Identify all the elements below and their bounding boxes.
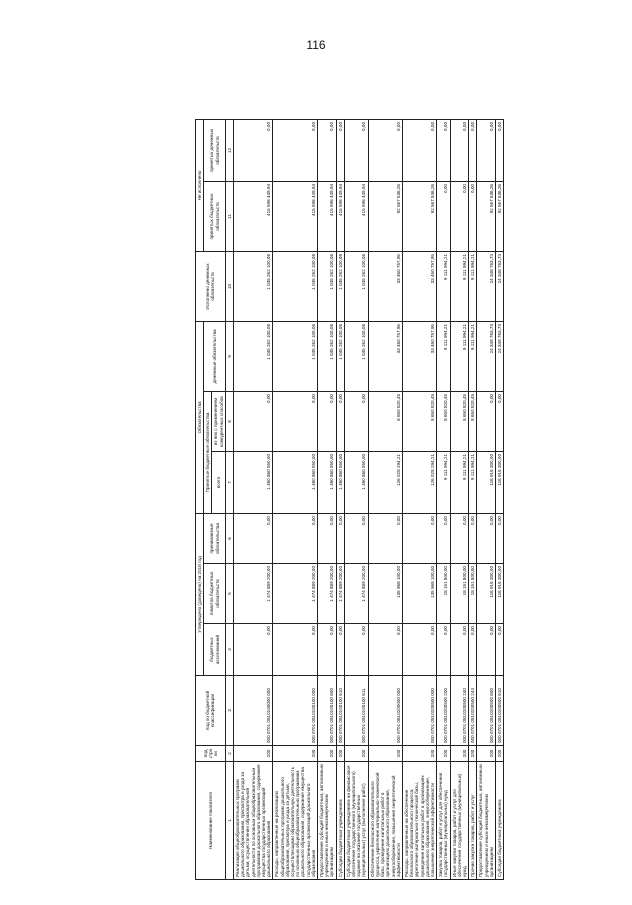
col-number: 4 bbox=[225, 624, 233, 676]
table-cell-c8: 8 650 820,45 bbox=[437, 392, 450, 452]
table-cell-c11: 415 598 449,94 bbox=[344, 182, 368, 252]
col-number: 12 bbox=[225, 119, 233, 181]
table-cell-c8: 0,00 bbox=[318, 392, 337, 452]
table-cell-c6: 0,00 bbox=[368, 514, 402, 564]
table-cell-c12: 0,00 bbox=[450, 119, 469, 181]
table-cell-c11: 0,00 bbox=[437, 182, 450, 252]
table-cell-code: 200 bbox=[477, 746, 496, 762]
table-cell-c5: 1 474 889 200,00 bbox=[344, 564, 368, 624]
table-cell-c11: 415 598 449,94 bbox=[336, 182, 344, 252]
table-cell-c8: 8 650 820,45 bbox=[450, 392, 469, 452]
table-cell-c9: 1 045 262 100,06 bbox=[234, 322, 273, 392]
col-number: 1 bbox=[225, 762, 233, 880]
table-cell-c8: 8 650 820,45 bbox=[469, 392, 477, 452]
header-monetary: денежные обязательства bbox=[204, 322, 226, 392]
table-cell-c11: 92 567 536,26 bbox=[495, 182, 503, 252]
table-cell-c10: 1 045 262 100,06 bbox=[336, 252, 344, 322]
table-row bbox=[477, 119, 496, 879]
table-cell-c6: 0,00 bbox=[469, 514, 477, 564]
table-cell-c10: 24 348 763,74 bbox=[495, 252, 503, 322]
table-cell-code: 200 bbox=[450, 746, 469, 762]
col-number: 3 bbox=[225, 676, 233, 746]
table-row bbox=[402, 119, 436, 879]
table-cell-c6: 0,00 bbox=[437, 514, 450, 564]
table-cell-c4: 0,00 bbox=[495, 624, 503, 676]
table-cell-c8: 8 650 820,45 bbox=[402, 392, 436, 452]
header-approved: Утверждено (доведено) на 2018 год bbox=[196, 514, 204, 676]
table-cell-c6: 0,00 bbox=[450, 514, 469, 564]
table-cell-code: 200 bbox=[402, 746, 436, 762]
table-cell-c5: 18 151 800,00 bbox=[437, 564, 450, 624]
table-cell-c7: 1 460 860 550,00 bbox=[336, 452, 344, 514]
header-code-row: Код строки bbox=[196, 746, 226, 762]
table-cell-kbk: 000 0701 0810100100 000 bbox=[273, 676, 318, 746]
table-cell-c7: 1 460 860 550,00 bbox=[318, 452, 337, 514]
table-cell-code: 200 bbox=[234, 746, 273, 762]
table-cell-kbk: 000 0701 0810200500 610 bbox=[495, 676, 503, 746]
table-cell-c12: 0,00 bbox=[318, 119, 337, 181]
col-number: 8 bbox=[225, 392, 233, 452]
table-cell-c6: 0,00 bbox=[402, 514, 436, 564]
table-cell-c4: 0,00 bbox=[318, 624, 337, 676]
table-cell-c11: 415 598 449,94 bbox=[234, 182, 273, 252]
table-cell-c4: 0,00 bbox=[336, 624, 344, 676]
header-budget-alloc: бюджетных ассигнований bbox=[204, 624, 226, 676]
table-cell-kbk: 000 0701 0810200500 244 bbox=[469, 676, 477, 746]
page-number: 116 bbox=[306, 38, 326, 52]
table-cell-c7: 1 460 860 550,00 bbox=[273, 452, 318, 514]
col-number: 6 bbox=[225, 514, 233, 564]
table-body bbox=[234, 119, 504, 879]
table-cell-code: 200 bbox=[437, 746, 450, 762]
table-cell-c11: 415 598 449,94 bbox=[318, 182, 337, 252]
table-cell-c9: 33 460 757,95 bbox=[368, 322, 402, 392]
table-cell-name: Субсидии бюджетным учреждениям bbox=[336, 762, 344, 880]
table-cell-c8: 0,00 bbox=[234, 392, 273, 452]
col-number: 10 bbox=[225, 252, 233, 322]
table-row bbox=[344, 119, 368, 879]
table-cell-c7: 9 111 994,21 bbox=[450, 452, 469, 514]
table-cell-c6: 0,00 bbox=[477, 514, 496, 564]
table-cell-c9: 1 045 262 100,06 bbox=[344, 322, 368, 392]
table-cell-kbk: 000 0701 0810200500 200 bbox=[437, 676, 450, 746]
table-cell-code: 200 bbox=[336, 746, 344, 762]
table-cell-c4: 0,00 bbox=[273, 624, 318, 676]
table-cell-c5: 116 916 300,00 bbox=[477, 564, 496, 624]
table-cell-c12: 0,00 bbox=[402, 119, 436, 181]
table-row bbox=[469, 119, 477, 879]
table-cell-c11: 92 567 536,26 bbox=[368, 182, 402, 252]
header-not-exec-monetary: принятых денежных обязательств bbox=[204, 119, 226, 181]
header-not-executed: Не исполнено bbox=[196, 119, 204, 251]
table-cell-c7: 9 111 994,21 bbox=[469, 452, 477, 514]
table-cell-c12: 0,00 bbox=[273, 119, 318, 181]
header-accepted: принимаемые обязательства bbox=[204, 514, 226, 564]
table-cell-code: 200 bbox=[495, 746, 503, 762]
table-cell-name: Субсидии бюджетным учреждениям bbox=[495, 762, 503, 880]
table-cell-kbk: 000 0701 0810200500 600 bbox=[477, 676, 496, 746]
table-cell-c10: 1 045 262 100,06 bbox=[273, 252, 318, 322]
table-cell-c9: 1 045 262 100,06 bbox=[318, 322, 337, 392]
header-not-exec-budget: принятых бюджетных обязательств bbox=[204, 182, 226, 252]
header-competitive: из них с применением конкурентных способов bbox=[212, 392, 225, 452]
col-number: 11 bbox=[225, 182, 233, 252]
table-cell-code: 200 bbox=[368, 746, 402, 762]
table-cell-c5: 18 151 800,00 bbox=[450, 564, 469, 624]
table-cell-c9: 33 460 757,95 bbox=[402, 322, 436, 392]
table-cell-c10: 33 460 757,95 bbox=[402, 252, 436, 322]
table-cell-c7: 1 460 860 550,00 bbox=[234, 452, 273, 514]
table-cell-c6: 0,00 bbox=[336, 514, 344, 564]
table-cell-c7: 116 916 300,00 bbox=[495, 452, 503, 514]
table-cell-c5: 1 474 889 200,00 bbox=[318, 564, 337, 624]
table-cell-name: Обеспечение безопасного образовательного процесса, укрепление материально-технической базы, проведение капитальных работ в организациях дошкольного образования, энергосбережение, повышение энергетической эффективности bbox=[368, 762, 402, 880]
table-cell-name: Предоставление субсидий бюджетным, автономным учреждениям и иным некоммерческим организациям bbox=[477, 762, 496, 880]
table-cell-name: Расходы, направленные на реализацию общеобразовательных программ дошкольного образования, присмотра и ухода за детьми, осуществляющими образовательную деятельность по основным общеобразовательным программам дошкольного образования, содержание имущества государственных организаций дошкольного образования bbox=[273, 762, 318, 880]
header-accepted-budget: Принятые бюджетные обязательства bbox=[204, 392, 212, 514]
table-cell-c12: 0,00 bbox=[336, 119, 344, 181]
table-cell-c11: 415 598 449,94 bbox=[273, 182, 318, 252]
table-cell-c6: 0,00 bbox=[344, 514, 368, 564]
table-cell-c8: 8 650 820,45 bbox=[368, 392, 402, 452]
table-cell-c9: 24 348 763,74 bbox=[495, 322, 503, 392]
table-cell-kbk: 000 0701 0810200500 240 bbox=[450, 676, 469, 746]
table-row bbox=[495, 119, 503, 879]
table-cell-c5: 1 474 889 200,00 bbox=[336, 564, 344, 624]
table-cell-name: Субсидии бюджетным учреждениям на финансовое обеспечение государственного (муниципального) задания на оказание государственных (муниципальных) услуг (выполнение работ) bbox=[344, 762, 368, 880]
table-cell-c4: 0,00 bbox=[344, 624, 368, 676]
table-cell-kbk: 000 0701 0810100100 610 bbox=[336, 676, 344, 746]
table-cell-c12: 0,00 bbox=[469, 119, 477, 181]
table-cell-c8: 0,00 bbox=[336, 392, 344, 452]
table-cell-c12: 0,00 bbox=[437, 119, 450, 181]
table-cell-c9: 9 111 994,21 bbox=[437, 322, 450, 392]
table-cell-name: Закупка товаров, работ и услуг для обеспечения государственных (муниципальных) нужд bbox=[437, 762, 450, 880]
table-cell-c4: 0,00 bbox=[450, 624, 469, 676]
table-cell-c8: 0,00 bbox=[273, 392, 318, 452]
header-name: Наименование показателя bbox=[196, 762, 226, 880]
table-cell-c11: 0,00 bbox=[469, 182, 477, 252]
table-cell-c8: 0,00 bbox=[344, 392, 368, 452]
table-cell-c10: 9 111 994,21 bbox=[450, 252, 469, 322]
table-cell-name: Расходы, направленные на обеспечение безопасного образовательного процесса, укрепление материально-технической базы, проведение капитальных работ в организациях дошкольного образования, энергосбережение, повышение энергетической эффективности bbox=[402, 762, 436, 880]
table-cell-c9: 1 045 262 100,06 bbox=[336, 322, 344, 392]
table-cell-code: 200 bbox=[344, 746, 368, 762]
header-total: всего bbox=[212, 452, 225, 514]
table-cell-c7: 9 111 994,21 bbox=[437, 452, 450, 514]
table-row bbox=[336, 119, 344, 879]
table-cell-c10: 1 045 262 100,06 bbox=[234, 252, 273, 322]
table-cell-c10: 9 111 994,21 bbox=[469, 252, 477, 322]
header-budget-code: Код по бюджетной классификации bbox=[196, 676, 226, 746]
table-cell-c11: 92 567 536,26 bbox=[402, 182, 436, 252]
table-cell-c9: 1 045 262 100,06 bbox=[273, 322, 318, 392]
col-number: 2 bbox=[225, 746, 233, 762]
header-limits: лимитов бюджетных обязательств bbox=[204, 564, 226, 624]
table-cell-c11: 0,00 bbox=[450, 182, 469, 252]
col-number: 9 bbox=[225, 322, 233, 392]
table-cell-c4: 0,00 bbox=[469, 624, 477, 676]
table-cell-c5: 1 474 889 200,00 bbox=[234, 564, 273, 624]
table-cell-c4: 0,00 bbox=[234, 624, 273, 676]
table-cell-c7: 116 916 300,00 bbox=[477, 452, 496, 514]
table-cell-code: 200 bbox=[469, 746, 477, 762]
table-cell-c10: 9 111 994,21 bbox=[437, 252, 450, 322]
table-cell-c9: 9 111 994,21 bbox=[450, 322, 469, 392]
table-row bbox=[437, 119, 450, 879]
table-cell-c10: 1 045 262 100,06 bbox=[344, 252, 368, 322]
table-row bbox=[318, 119, 337, 879]
table-cell-c6: 0,00 bbox=[234, 514, 273, 564]
col-number: 7 bbox=[225, 452, 233, 514]
table-cell-c9: 9 111 994,21 bbox=[469, 322, 477, 392]
table-row bbox=[450, 119, 469, 879]
table-cell-c6: 0,00 bbox=[318, 514, 337, 564]
table-cell-c10: 33 460 757,95 bbox=[368, 252, 402, 322]
table-cell-c4: 0,00 bbox=[402, 624, 436, 676]
table-row bbox=[234, 119, 273, 879]
table-cell-c7: 1 460 860 550,00 bbox=[344, 452, 368, 514]
header-obligations: Обязательства bbox=[196, 322, 204, 514]
table-row bbox=[273, 119, 318, 879]
table-cell-name: Иные закупки товаров, работ и услуг для обеспечения государственных (муниципальных) нужд bbox=[450, 762, 469, 880]
table-cell-c10: 1 045 262 100,06 bbox=[318, 252, 337, 322]
table-cell-c12: 0,00 bbox=[477, 119, 496, 181]
table-cell-c5: 1 474 889 200,00 bbox=[273, 564, 318, 624]
table-cell-code: 200 bbox=[273, 746, 318, 762]
table-cell-c5: 18 151 800,00 bbox=[469, 564, 477, 624]
table-cell-c4: 0,00 bbox=[368, 624, 402, 676]
table-cell-c5: 135 968 100,00 bbox=[402, 564, 436, 624]
rotated-table-container bbox=[195, 120, 605, 880]
table-cell-c12: 0,00 bbox=[234, 119, 273, 181]
table-cell-name: Предоставление субсидий бюджетным, автономным учреждениям и иным некоммерческим организациям bbox=[318, 762, 337, 880]
budget-table bbox=[195, 119, 504, 880]
table-cell-c8: 0,00 bbox=[495, 392, 503, 452]
table-cell-c10: 24 348 763,74 bbox=[477, 252, 496, 322]
table-cell-c4: 0,00 bbox=[477, 624, 496, 676]
table-cell-kbk: 000 0701 0810200500 000 bbox=[402, 676, 436, 746]
table-cell-c12: 0,00 bbox=[368, 119, 402, 181]
table-cell-c9: 24 348 763,74 bbox=[477, 322, 496, 392]
table-cell-kbk: 000 0701 0810100100 600 bbox=[318, 676, 337, 746]
table-cell-kbk: 000 0701 0810100100 611 bbox=[344, 676, 368, 746]
table-cell-c11: 92 567 536,26 bbox=[477, 182, 496, 252]
table-cell-kbk: 000 0701 0810100000 000 bbox=[234, 676, 273, 746]
table-cell-kbk: 000 0701 0810200000 000 bbox=[368, 676, 402, 746]
table-cell-c8: 0,00 bbox=[477, 392, 496, 452]
table-cell-c6: 0,00 bbox=[273, 514, 318, 564]
column-numbers-row bbox=[225, 119, 233, 879]
col-number: 5 bbox=[225, 564, 233, 624]
table-row bbox=[368, 119, 402, 879]
table-cell-c4: 0,00 bbox=[437, 624, 450, 676]
table-cell-c5: 116 916 300,00 bbox=[495, 564, 503, 624]
table-cell-c12: 0,00 bbox=[344, 119, 368, 181]
table-cell-c7: 126 028 294,21 bbox=[368, 452, 402, 514]
table-cell-c7: 126 028 294,21 bbox=[402, 452, 436, 514]
table-cell-code: 200 bbox=[318, 746, 337, 762]
header-executed-monetary: Исполнено денежных обязательств bbox=[196, 252, 226, 322]
table-cell-c6: 0,00 bbox=[495, 514, 503, 564]
table-cell-c5: 135 968 100,00 bbox=[368, 564, 402, 624]
table-cell-name: Реализация общеобразовательных программ дошкольного образования, присмотра и ухода за детьми, осуществления образовательной деятельности по основным общеобразовательным программам дошкольного образования, содержание имущества государственных организаций дошкольного образования bbox=[234, 762, 273, 880]
table-cell-name: Прочая закупка товаров, работ и услуг bbox=[469, 762, 477, 880]
table-cell-c12: 0,00 bbox=[495, 119, 503, 181]
